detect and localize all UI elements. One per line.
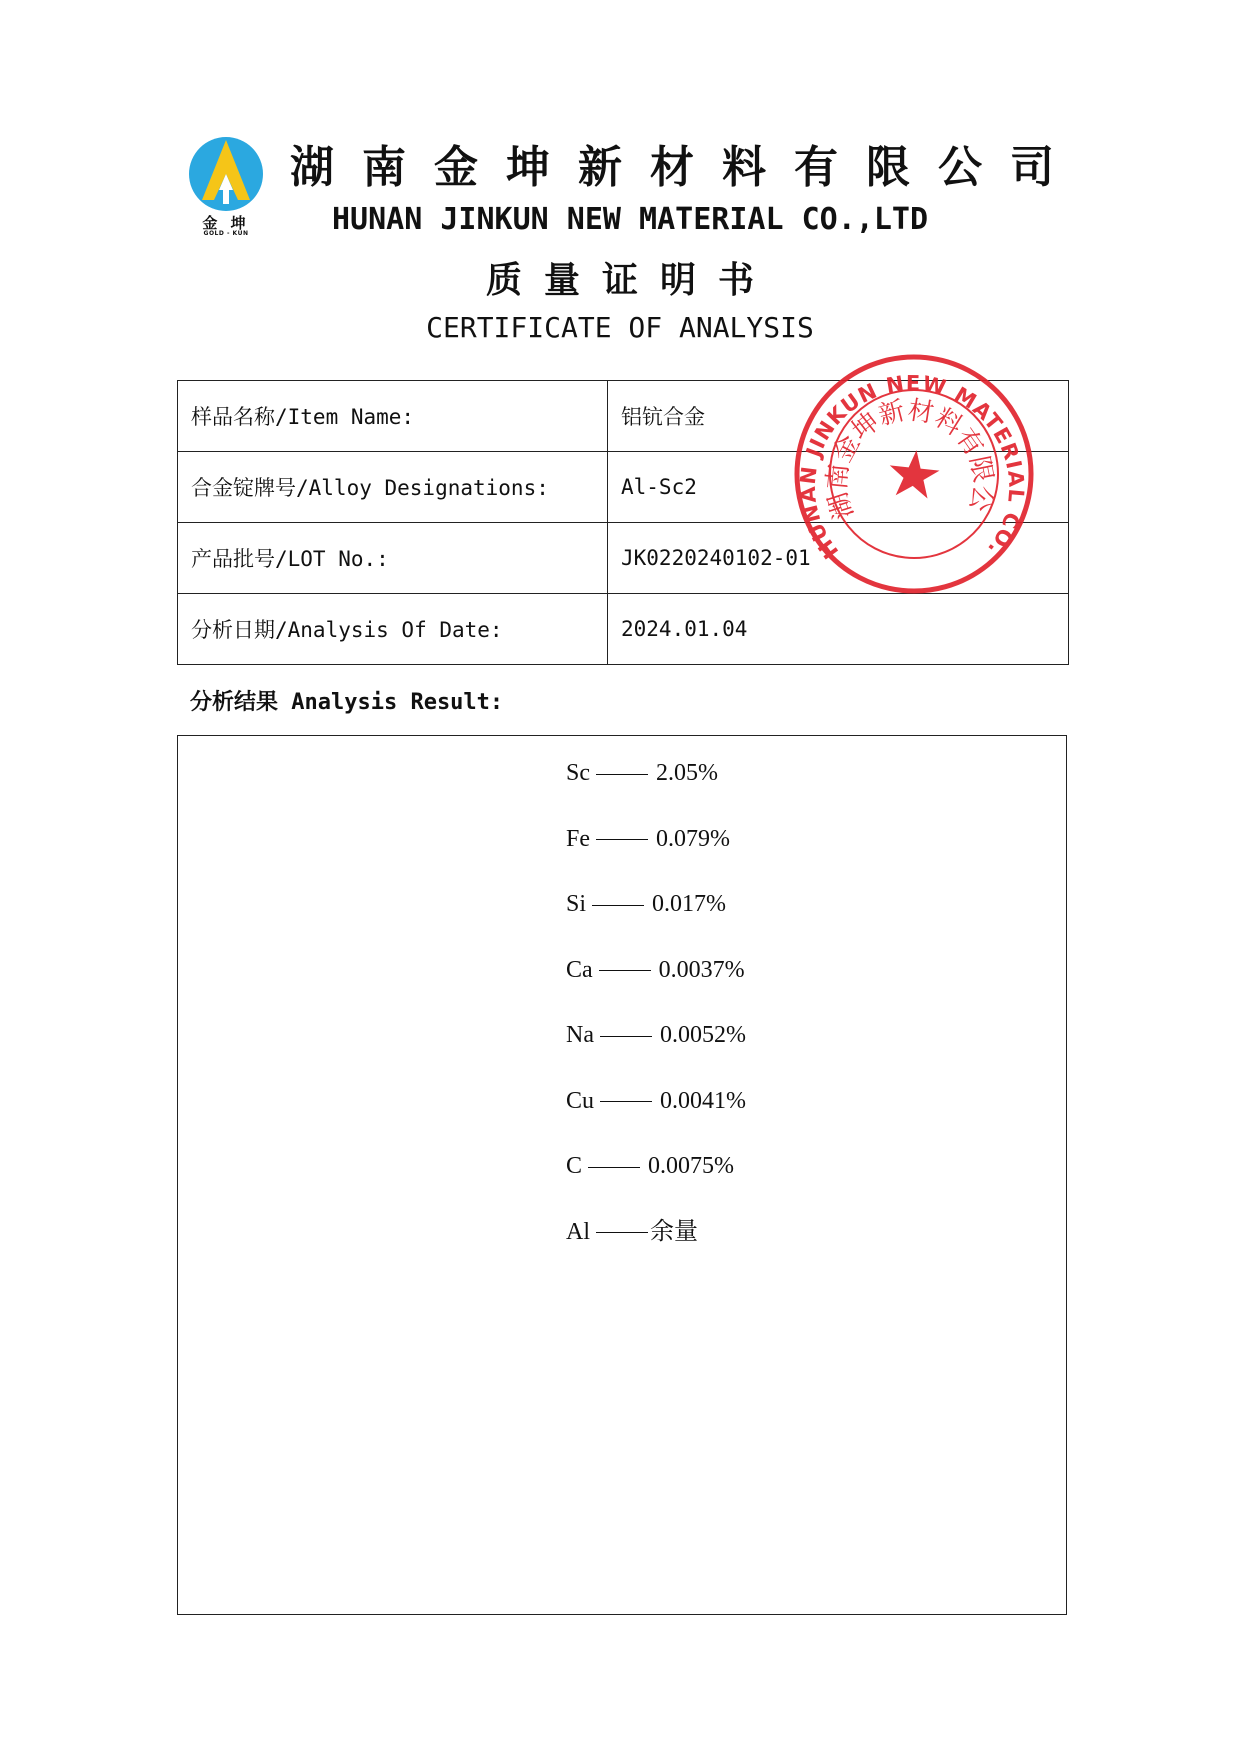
dash-separator: [600, 1036, 652, 1037]
element-symbol: Sc: [566, 760, 590, 786]
analysis-result-box: [177, 735, 1067, 1615]
element-symbol: Cu: [566, 1087, 595, 1114]
goldkun-logo-icon: [186, 134, 266, 212]
dash-separator: [588, 1167, 640, 1168]
item-name-value: 铝钪合金: [608, 381, 1069, 452]
element-symbol: Si: [566, 891, 587, 917]
company-seal-icon: [793, 353, 1035, 595]
table-row: [178, 594, 1069, 665]
list-item: [566, 1020, 746, 1086]
element-value: 0.0075%: [648, 1153, 735, 1179]
list-item: [566, 824, 746, 890]
list-item: [566, 758, 746, 824]
company-name-en: HUNAN JINKUN NEW MATERIAL CO.,LTD: [331, 202, 929, 237]
element-value: 0.017%: [652, 891, 727, 917]
element-symbol: Na: [566, 1022, 594, 1048]
alloy-designation-label: 合金锭牌号/Alloy Designations:: [178, 452, 608, 523]
element-value: 余量: [650, 1218, 698, 1245]
document-title-en: CERTIFICATE OF ANALYSIS: [426, 311, 814, 344]
dash-separator: [596, 1232, 648, 1233]
analysis-date-label: 分析日期/Analysis Of Date:: [178, 594, 608, 665]
element-value: 0.0041%: [660, 1087, 747, 1114]
lot-number-label: 产品批号/LOT No.:: [178, 523, 608, 594]
analysis-date-value: 2024.01.04: [608, 594, 1069, 665]
logo-text-cn: 金 坤: [202, 214, 250, 232]
company-seal: [793, 353, 1035, 595]
result-list: [566, 758, 746, 1282]
element-value: 0.0052%: [659, 1022, 746, 1048]
list-item: [566, 889, 746, 955]
element-value: 2.05%: [656, 760, 718, 786]
element-symbol: Fe: [566, 825, 590, 852]
company-name-cn: 湖南金坤新材料有限公司: [290, 142, 1082, 193]
dash-separator: [599, 970, 651, 971]
alloy-designation-value: Al-Sc2: [608, 452, 1069, 523]
element-symbol: C: [566, 1153, 583, 1179]
dash-separator: [592, 905, 644, 906]
list-item: [566, 1217, 746, 1283]
logo-text-en: GOLD - KUN: [203, 230, 249, 237]
element-symbol: Al: [566, 1218, 590, 1245]
item-name-label: 样品名称/Item Name:: [178, 381, 608, 452]
lot-number-value: JK0220240102-01: [608, 523, 1069, 594]
analysis-result-heading: 分析结果 Analysis Result:: [190, 690, 504, 715]
star-icon: [887, 448, 942, 500]
list-item: [566, 955, 746, 1021]
seal-inner-text: 湖南金坤新材料有限公司: [822, 395, 998, 523]
element-value: 0.0037%: [658, 956, 745, 983]
element-symbol: Ca: [566, 956, 593, 983]
list-item: [566, 1151, 746, 1217]
company-logo: [186, 134, 266, 238]
element-value: 0.079%: [656, 825, 730, 852]
dash-separator: [600, 1101, 652, 1102]
dash-separator: [596, 774, 648, 775]
list-item: [566, 1086, 746, 1152]
seal-outer-text: HUNAN JINKUN NEW MATERIAL CO.,LTD: [795, 371, 1029, 564]
document-title-cn: 质量证明书: [485, 259, 776, 301]
dash-separator: [596, 839, 648, 840]
